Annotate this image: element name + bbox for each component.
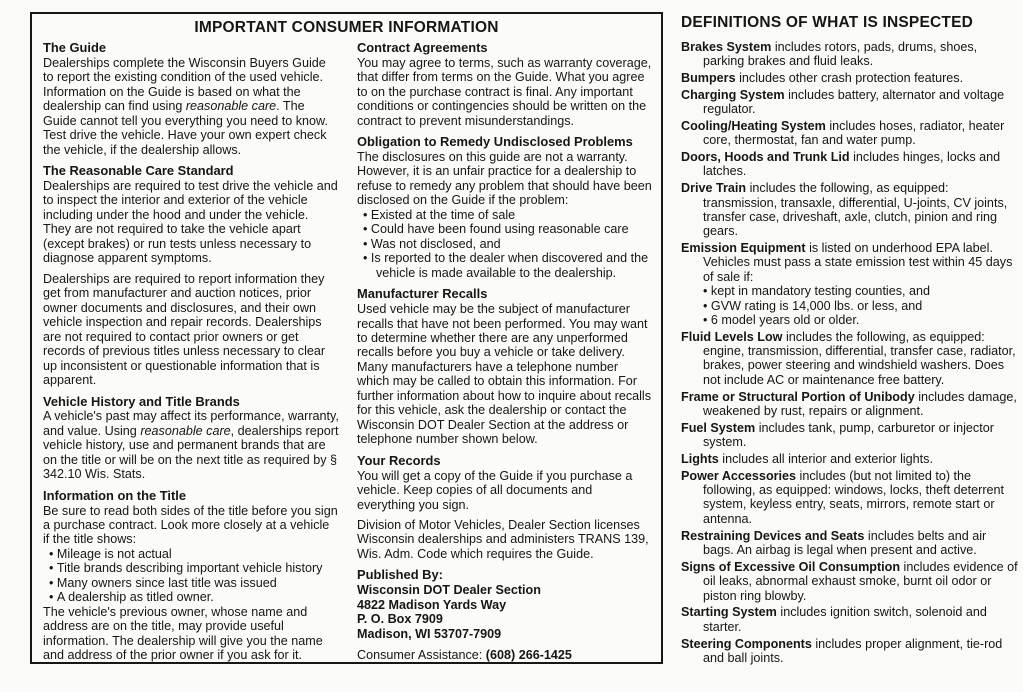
published-by-block	[357, 568, 653, 641]
bullet-item: • 6 model years old or older.	[703, 313, 1019, 327]
definition-term: Brakes System	[681, 39, 772, 54]
paragraph: Division of Motor Vehicles, Dealer Section licenses Wisconsin dealerships and administers TRANS 139, Wis. Adm. Code which requires the Guide.	[357, 517, 649, 561]
definitions-panel	[681, 14, 1019, 668]
consumer-assistance-line	[357, 648, 653, 662]
definition-item-lights	[681, 452, 1019, 466]
definition-item-brakes	[681, 40, 1019, 69]
section-obligation-to-remedy	[357, 135, 653, 280]
definition-term: Emission Equipment	[681, 241, 806, 256]
definition-text: includes hoses, radiator, heater core, thermostat, fan and water pump.	[703, 118, 1005, 148]
bullet-item: • Many owners since last title was issued	[49, 576, 339, 590]
bullet-item: • kept in mandatory testing counties, and	[703, 284, 1019, 298]
definition-text: includes rotors, pads, drums, shoes, parking brakes and fluid leaks.	[703, 39, 978, 68]
column-left	[43, 41, 339, 670]
section-heading: The Reasonable Care Standard	[43, 163, 234, 179]
definition-item-emission-equipment	[681, 241, 1019, 327]
definition-term: Drive Train	[681, 181, 747, 196]
definition-text: includes damage, weakened by rust, repairs or alignment.	[703, 389, 1017, 418]
bullet-item: • Title brands describing important vehicle history	[49, 561, 339, 575]
section-heading: Contract Agreements	[357, 40, 488, 55]
published-by-label: Published By:	[357, 567, 443, 583]
section-heading: Vehicle History and Title Brands	[43, 393, 240, 409]
definition-item-charging	[681, 88, 1019, 117]
phone-number: (608) 266-1425	[485, 648, 572, 663]
section-the-guide	[43, 41, 339, 157]
definition-term: Charging System	[681, 87, 785, 102]
definition-term: Fuel System	[681, 420, 756, 435]
definition-item-starting-system	[681, 605, 1019, 634]
paragraph: Dealerships are required to report information they get from manufacturer and auction notices, prior owner documents and disclosures, and their own vehicle inspection and repair records. Dealerships are not required to contact prior owners or get records of previous titles unless necessary to clear up inconsistent or questionable information that is apparent.	[43, 271, 326, 388]
address-line: 4822 Madison Yards Way	[357, 597, 507, 612]
paragraph: Dealerships are required to test drive the vehicle and to inspect the interior and exterior of the vehicle including under the hood and under the vehicle. They are not required to take the vehicle apart (except brakes) or run tests unless necessary to diagnose apparent symptoms.	[43, 178, 338, 266]
definition-text: includes the following, as equipped: transmission, transaxle, differential, U-joints, CV joints, transfer case, driveshaft, axle, clutch, pinion and ring gears.	[703, 181, 1008, 239]
definition-term: Fluid Levels Low	[681, 329, 783, 344]
section-heading: The Guide	[43, 40, 107, 55]
definition-item-oil-consumption	[681, 560, 1019, 603]
section-heading: Obligation to Remedy Undisclosed Problems	[357, 134, 633, 150]
definition-item-doors-hoods-trunk	[681, 150, 1019, 179]
paragraph: A vehicle's past may affect its performance, warranty, and value. Using reasonable care, dealerships report vehicle history, use and permanent brands that are on the title or will be on the next title as required by § 342.10 Wis. Stats.	[43, 409, 339, 482]
definition-term: Lights	[681, 451, 719, 466]
definition-text: includes (but not limited to) the following, as equipped: windows, locks, theft deterrent system, keyless entry, seats, mirrors, remote start or antenna.	[703, 468, 1005, 526]
definition-term: Restraining Devices and Seats	[681, 528, 865, 543]
definition-term: Power Accessories	[681, 468, 797, 483]
definition-text: includes proper alignment, tie-rod and ball joints.	[703, 636, 1003, 665]
section-information-on-title	[43, 489, 339, 663]
address-line: Madison, WI 53707-7909	[357, 626, 502, 641]
definition-term: Doors, Hoods and Trunk Lid	[681, 150, 850, 165]
definition-text: includes evidence of oil leaks, abnormal exhaust smoke, burnt oil odor or piston ring blowby.	[703, 559, 1018, 603]
definition-term: Frame or Structural Portion of Unibody	[681, 389, 915, 404]
definition-text: includes battery, alternator and voltage regulator.	[703, 87, 1005, 117]
section-vehicle-history	[43, 395, 339, 482]
section-your-records	[357, 454, 653, 562]
definition-item-fuel-system	[681, 421, 1019, 450]
consumer-assistance-label: Consumer Assistance:	[357, 648, 483, 663]
definition-term: Signs of Excessive Oil Consumption	[681, 559, 901, 574]
definition-item-restraining-devices	[681, 529, 1019, 558]
paragraph: Dealerships complete the Wisconsin Buyers Guide to report the existing condition of the used vehicle. Information on the Guide is based on what the dealership can find using reasonable care. The Guide cannot tell you everything you need to know. Test drive the vehicle. Have your own expert check the vehicle, if the dealership allows.	[43, 55, 328, 157]
section-reasonable-care-standard	[43, 164, 339, 387]
paragraph: The vehicle's previous owner, whose name and address are on the title, may provide useful information. The dealership will give you the name and address of the prior owner if you ask for it.	[43, 604, 323, 663]
definition-text: includes ignition switch, solenoid and starter.	[703, 605, 987, 634]
bullet-item: • Could have been found using reasonable care	[363, 222, 653, 236]
paragraph: Be sure to read both sides of the title before you sign a purchase contract. Look more closely at a vehicle if the title shows:	[43, 503, 338, 547]
bullet-item: • Is reported to the dealer when discovered and the vehicle is made available to the dealership.	[363, 251, 653, 280]
definition-item-drive-train	[681, 181, 1019, 238]
panel-columns	[32, 37, 661, 670]
bullet-item: • Existed at the time of sale	[363, 208, 653, 222]
definition-item-power-accessories	[681, 469, 1019, 526]
definition-item-frame-unibody	[681, 390, 1019, 419]
paragraph: You may agree to terms, such as warranty coverage, that differ from terms on the Guide. What you agree to on the purchase contract is final. Any important conditions or contingencies should be written on the contract to prevent misunderstandings.	[357, 55, 652, 128]
paragraph: Used vehicle may be the subject of manufacturer recalls that have not been performed. You may want to determine whether there are any unperformed recalls before you buy a vehicle or take delivery. Many manufacturers have a telephone number which may be called to obtain this information. For further information about how to inquire about recalls for this vehicle, ask the dealership or contact the Wisconsin DOT Dealer Section at the address or telephone number shown below.	[357, 302, 652, 447]
definition-text: includes tank, pump, carburetor or injector system.	[703, 420, 994, 450]
definition-term: Cooling/Heating System	[681, 118, 826, 133]
definition-item-bumpers	[681, 71, 1019, 85]
emphasis-reasonable-care: reasonable care	[185, 99, 277, 114]
definition-item-steering-components	[681, 637, 1019, 666]
definition-text: includes hinges, locks and latches.	[703, 150, 1001, 179]
definition-text: includes the following, as equipped: engine, transmission, differential, transfer case, radiator, brakes, power steering and windshield washers. Does not include AC or maintenance free battery.	[703, 329, 1016, 387]
definition-item-fluid-levels	[681, 330, 1019, 387]
definition-text: includes belts and air bags. An airbag is legal when present and active.	[703, 528, 987, 557]
section-heading: Manufacturer Recalls	[357, 286, 488, 302]
definition-text: is listed on underhood EPA label. Vehicles must pass a state emission test within 45 days of sale if:	[703, 241, 1013, 284]
paragraph: You will get a copy of the Guide if you purchase a vehicle. Keep copies of all documents and everything you sign.	[357, 468, 633, 512]
bullet-item: • Mileage is not actual	[49, 547, 339, 561]
definition-term: Starting System	[681, 605, 777, 620]
section-contract-agreements	[357, 41, 653, 128]
emphasis-reasonable-care: reasonable care	[140, 423, 231, 438]
title-warning-list	[43, 547, 339, 605]
bullet-item: • GVW rating is 14,000 lbs. or less, and	[703, 299, 1019, 313]
definitions-title: DEFINITIONS OF WHAT IS INSPECTED	[681, 14, 974, 31]
paragraph: The disclosures on this guide are not a warranty. However, it is an unfair practice for a dealership to refuse to remedy any problem that should have been disclosed on the Guide if the problem:	[357, 150, 652, 208]
definition-text: includes other crash protection features.	[739, 70, 964, 85]
panel-title: IMPORTANT CONSUMER INFORMATION	[194, 19, 499, 36]
address-line: P. O. Box 7909	[357, 612, 443, 627]
definition-text: includes all interior and exterior lights.	[722, 451, 933, 466]
address-line: Wisconsin DOT Dealer Section	[357, 583, 541, 598]
emission-conditions-list	[703, 284, 1019, 327]
section-heading: Your Records	[357, 452, 441, 468]
definition-item-cooling-heating	[681, 119, 1019, 148]
section-manufacturer-recalls	[357, 287, 653, 447]
column-middle	[357, 41, 653, 670]
definition-term: Bumpers	[681, 70, 736, 85]
consumer-info-panel	[30, 12, 663, 664]
definition-term: Steering Components	[681, 636, 812, 651]
bullet-item: • Was not disclosed, and	[363, 237, 653, 251]
bullet-item: • A dealership as titled owner.	[49, 590, 339, 604]
problem-conditions-list	[357, 208, 653, 280]
section-heading: Information on the Title	[43, 487, 186, 503]
